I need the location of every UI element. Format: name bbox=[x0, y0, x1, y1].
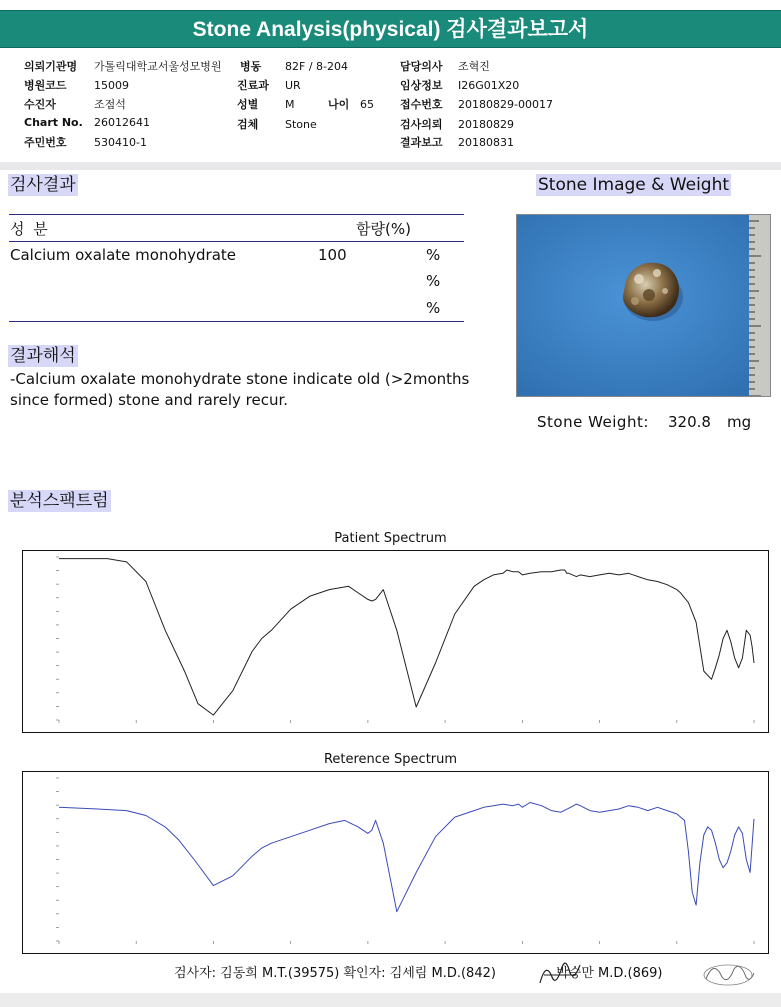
info-receipt-no: 접수번호 20180829-00017 bbox=[400, 98, 553, 111]
info-institution: 의뢰기관명 가톨릭대학교서울성모병원 bbox=[24, 60, 222, 73]
reference-spectrum-svg bbox=[23, 772, 768, 953]
spectrum-line bbox=[59, 803, 754, 912]
reference-spectrum-chart bbox=[22, 771, 769, 954]
stone-photo bbox=[516, 214, 771, 397]
col-content-header: 함량(%) bbox=[356, 220, 411, 238]
footer-text: 검사자: 김동희 M.T.(39575) 확인자: 김세림 M.D.(842) bbox=[174, 966, 496, 981]
stone-image-heading: Stone Image & Weight bbox=[538, 175, 730, 195]
info-hospital-code: 병원코드 15009 bbox=[24, 79, 129, 92]
info-request-date: 검사의뢰 20180829 bbox=[400, 118, 514, 131]
table-bottom-rule bbox=[9, 321, 464, 322]
table-header-rule bbox=[9, 241, 464, 242]
row-component: Calcium oxalate monohydrate bbox=[10, 246, 237, 264]
stone-photo-image bbox=[517, 215, 771, 397]
info-doctor: 담당의사 조혁진 bbox=[400, 60, 490, 73]
row-unit: % bbox=[426, 246, 441, 264]
stone-weight-unit: mg bbox=[727, 413, 752, 431]
stone-weight-label: Stone Weight: bbox=[537, 413, 649, 431]
patient-spectrum-svg bbox=[23, 551, 768, 732]
bottom-strip bbox=[0, 993, 781, 1007]
table-top-rule bbox=[9, 214, 464, 215]
info-sex: 성별 M bbox=[237, 98, 295, 111]
info-patient-name: 수진자 조점석 bbox=[24, 98, 126, 111]
info-report-date: 결과보고 20180831 bbox=[400, 136, 514, 149]
row-value: 100 bbox=[318, 246, 347, 264]
stone-weight-value: 320.8 bbox=[668, 413, 711, 431]
patient-spectrum-chart bbox=[22, 550, 769, 733]
footer-text-2: 박승만 M.D.(869) bbox=[556, 966, 663, 981]
results-heading: 검사결과 bbox=[10, 175, 76, 195]
info-specimen: 검체 Stone bbox=[237, 118, 317, 131]
info-ward: 병동 82F / 8-204 bbox=[240, 60, 348, 73]
row-unit: % bbox=[426, 299, 441, 317]
patient-spectrum-title: Patient Spectrum bbox=[334, 531, 447, 546]
divider-strip bbox=[0, 162, 781, 170]
reference-spectrum-title: Reterence Spectrum bbox=[323, 752, 458, 767]
info-age: 나이 65 bbox=[328, 98, 374, 111]
row-unit: % bbox=[426, 272, 441, 290]
info-chart-no: Chart No. 26012641 bbox=[24, 116, 150, 129]
report-title: Stone Analysis(physical) 검사결과보고서 bbox=[0, 10, 781, 48]
interpretation-line1: -Calcium oxalate monohydrate stone indicate old (>2months bbox=[10, 370, 470, 388]
footer-signatures bbox=[174, 962, 663, 981]
interpretation-line2: since formed) stone and rarely recur. bbox=[10, 391, 289, 409]
interpretation-heading: 결과해석 bbox=[10, 346, 76, 366]
col-component-header: 성 분 bbox=[10, 220, 50, 238]
signature-1 bbox=[536, 955, 584, 989]
info-clinical: 임상정보 I26G01X20 bbox=[400, 79, 520, 92]
signature-2 bbox=[700, 955, 756, 989]
spectrum-heading: 분석스팩트럼 bbox=[10, 491, 109, 511]
info-resident-no: 주민번호 530410-1 bbox=[24, 136, 147, 149]
info-department: 진료과 UR bbox=[237, 79, 301, 92]
spectrum-line bbox=[59, 559, 754, 716]
